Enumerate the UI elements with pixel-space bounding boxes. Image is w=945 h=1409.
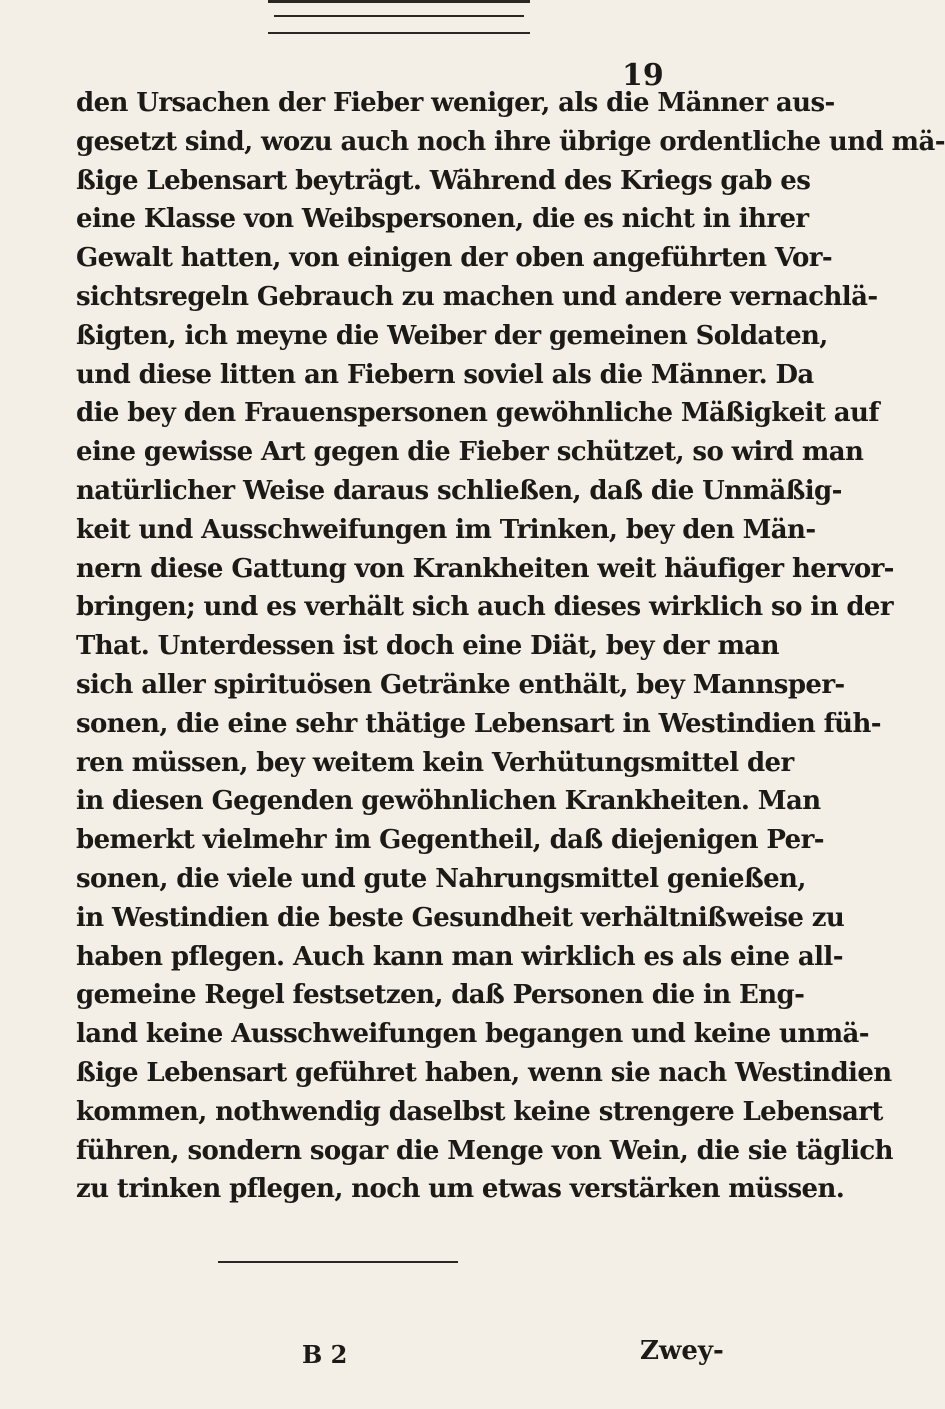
text-line: Gewalt hatten, von einigen der oben angeführten Vor- (76, 243, 833, 274)
catchword: Zwey- (640, 1336, 724, 1366)
text-line: natürlicher Weise daraus schließen, daß die Unmäßig- (76, 475, 842, 506)
text-line: haben pflegen. Auch kann man wirklich es als eine all- (76, 941, 843, 972)
text-line: bringen; und es verhält sich auch dieses wirklich so in der (76, 592, 893, 623)
signature-mark: B 2 (302, 1340, 348, 1369)
text-line: sonen, die eine sehr thätige Lebensart in Westindien füh- (76, 708, 881, 739)
text-line: eine Klasse von Weibspersonen, die es nicht in ihrer (76, 204, 809, 235)
text-line: keit und Ausschweifungen im Trinken, bey den Män- (76, 514, 816, 545)
text-line: gemeine Regel festsetzen, daß Personen die in Eng- (76, 980, 805, 1011)
text-line: gesetzt sind, wozu auch noch ihre übrige ordentliche und mä- (76, 126, 945, 157)
header-ornament-rule (268, 0, 530, 34)
text-line: den Ursachen der Fieber weniger, als die Männer aus- (76, 88, 835, 118)
footer-rule (218, 1261, 458, 1263)
text-line: eine gewisse Art gegen die Fieber schützet, so wird man (76, 437, 864, 468)
body-text (76, 84, 945, 1209)
text-line: bemerkt vielmehr im Gegentheil, daß diejenigen Per- (76, 825, 824, 856)
text-line: ßigten, ich meyne die Weiber der gemeinen Soldaten, (76, 320, 828, 351)
text-line: land keine Ausschweifungen begangen und keine unmä- (76, 1019, 869, 1050)
text-line: ßige Lebensart beyträgt. Während des Kriegs gab es (76, 165, 811, 196)
text-line: sichtsregeln Gebrauch zu machen und andere vernachlä- (76, 281, 878, 312)
text-line: sonen, die viele und gute Nahrungsmittel genießen, (76, 863, 806, 894)
text-line: zu trinken pflegen, noch um etwas verstärken müssen. (76, 1174, 845, 1205)
text-line: ßige Lebensart geführet haben, wenn sie nach Westindien (76, 1057, 892, 1088)
text-line: und diese litten an Fiebern soviel als die Männer. Da (76, 359, 814, 390)
page-number: 19 (622, 58, 664, 93)
text-line: nern diese Gattung von Krankheiten weit häufiger hervor- (76, 553, 894, 584)
text-line: in Westindien die beste Gesundheit verhältnißweise zu (76, 902, 845, 933)
text-line: sich aller spirituösen Getränke enthält, bey Mannsper- (76, 669, 845, 700)
text-line: ren müssen, bey weitem kein Verhütungsmittel der (76, 747, 794, 778)
text-line: in diesen Gegenden gewöhnlichen Krankheiten. Man (76, 786, 821, 817)
text-line: die bey den Frauenspersonen gewöhnliche Mäßigkeit auf (76, 398, 879, 429)
text-line: führen, sondern sogar die Menge von Wein, die sie täglich (76, 1135, 893, 1166)
text-line: That. Unterdessen ist doch eine Diät, bey der man (76, 631, 779, 662)
text-line: kommen, nothwendig daselbst keine strengere Lebensart (76, 1096, 883, 1127)
